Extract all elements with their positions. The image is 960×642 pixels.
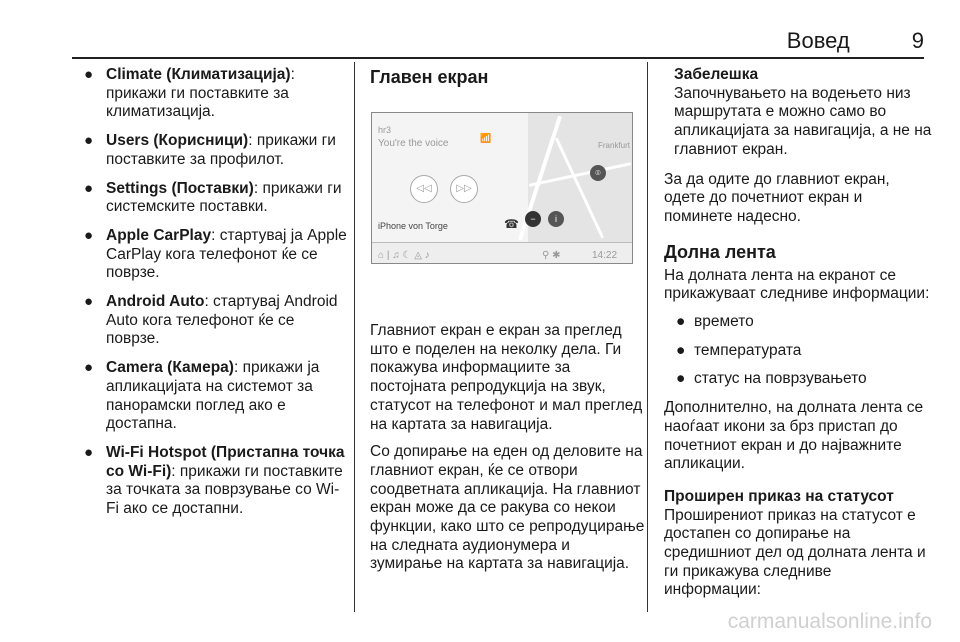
home-screen-illustration	[371, 112, 633, 264]
column-divider-2	[647, 62, 648, 612]
paragraph: За да одите до главниот екран, одете до почетниот екран и поминете надесно.	[664, 170, 890, 225]
header-rule	[72, 57, 924, 59]
list-item: ● температурата	[676, 341, 802, 359]
list-item: ● Wi-Fi Hotspot (Пристапна точка со Wi-Fi): прикажи ги поставките за точката за поврзување со Wi-Fi ако се достапни.	[84, 443, 345, 518]
bottom-bar	[372, 242, 632, 263]
media-panel	[372, 113, 528, 243]
minus-icon: −	[525, 211, 541, 227]
column-1	[80, 66, 348, 529]
device-name: iPhone von Torge	[378, 221, 448, 231]
location-pin-icon: ⌾	[590, 165, 606, 181]
phone-icon: ☎	[504, 217, 519, 231]
watermark: carmanualsonline.info	[727, 610, 932, 633]
status-icons: ⚲ ✱	[542, 250, 561, 261]
list-item: ● времето	[676, 313, 754, 331]
map-preview	[528, 113, 632, 243]
antenna-icon: 📶	[480, 133, 492, 143]
column-divider-1	[354, 62, 355, 612]
page-header	[787, 28, 924, 54]
next-icon: ▷▷	[450, 175, 478, 203]
list-item: ● статус на поврзувањето	[676, 370, 867, 388]
list-item: ● Android Auto: стартувај Android Auto кога телефонот ќе се поврзе.	[84, 293, 338, 348]
list-item: ● Camera (Камера): прикажи ја апликацијата на системот за панорамски поглед ако е достапна.	[84, 359, 320, 433]
track-subtitle: You're the voice	[378, 138, 449, 149]
info-icon: i	[548, 211, 564, 227]
list-item: ● Users (Корисници): прикажи ги поставките за профилот.	[84, 132, 336, 168]
home-icon: ⌂ | ♫ ☾ ◬ ♪	[378, 250, 430, 261]
clock: 14:22	[592, 250, 618, 261]
list-item: ● Settings (Поставки): прикажи ги системските поставки.	[84, 179, 342, 216]
note-title: Забелешка	[674, 66, 759, 83]
section-heading: Долна лента	[664, 241, 776, 262]
header-title: Вовед	[786, 28, 850, 53]
subsection-heading: Проширен приказ на статусот	[664, 487, 894, 505]
list-item: ● Apple CarPlay: стартувај ја Apple CarPlay кога телефонот ќе се поврзе.	[84, 226, 347, 282]
list-item: ● Climate (Климатизација): прикажи ги поставките за климатизација.	[84, 66, 295, 121]
page-number: 9	[911, 28, 924, 53]
note-box	[664, 66, 932, 160]
column-2	[370, 66, 646, 583]
section-heading: Главен екран	[370, 67, 489, 87]
track-title: hr3	[378, 125, 392, 135]
column-3	[664, 66, 932, 609]
paragraph: Главниот екран е екран за преглед што е поделен на неколку дела. Ги покажува информациите за постојната репродукција на звук, статусот на телефонот и мал преглед на картата за навигација.	[370, 322, 643, 433]
previous-icon: ◁◁	[410, 175, 438, 203]
paragraph: На долната лента на екранот се прикажуваат следниве информации:	[664, 266, 930, 303]
note-text: Започнувањето на водењето низ маршрутата е можно само во апликацијата за навигација, а не на главниот екран.	[674, 84, 932, 158]
paragraph: Дополнително, на долната лента се наоѓаат икони за брз пристап до почетниот екран и до најважните апликации.	[664, 399, 924, 473]
map-label: Frankfurt	[598, 141, 631, 150]
paragraph: Проширениот приказ на статусот е достапен со допирање на средишниот дел од долната лента и ги прикажува следниве информации:	[664, 506, 926, 599]
paragraph: Со допирање на еден од деловите на главниот екран, ќе се отвори соодветната апликација. На главниот екран може да се ракува со некои функции, како што се репродуцирање на следната аудионумера и зумирање на картата за навигација.	[370, 443, 645, 573]
